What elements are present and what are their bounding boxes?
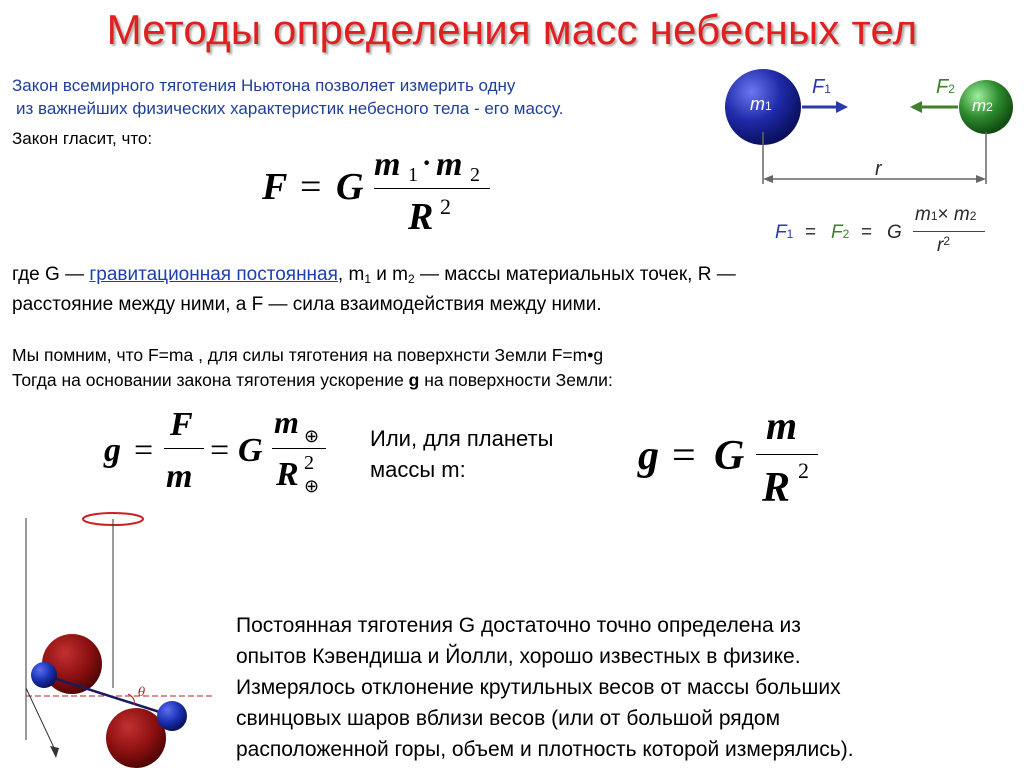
diagram-formula-F1: F1 [775, 222, 794, 243]
formula-earth-earth-symbol: ⊕ [304, 426, 320, 447]
intro-line-1: Закон всемирного тяготения Ньютона позволяет измерить одну [12, 76, 516, 95]
formula-planet-bar [756, 454, 818, 455]
formula-earth-R-power: 2 [304, 452, 314, 474]
cavendish-line-4: свинцовых шаров вблизи весов (или от большой рядом [236, 707, 781, 730]
force1-arrowhead [836, 101, 848, 113]
formula-earth-bar2 [272, 448, 326, 449]
mass1-label: m1 [750, 94, 772, 114]
or-planet-line-2: массы m: [370, 457, 466, 482]
where-line-2: расстояние между ними, а F — сила взаимодействия между ними. [12, 294, 602, 315]
cavendish-line-5: расположенной горы, объем и плотность которой измерялись). [236, 738, 854, 761]
force1-label: F1 [812, 76, 831, 98]
distance-arrowhead-left [763, 175, 773, 183]
formula-earth-bar1 [164, 448, 204, 449]
distance-label: r [875, 158, 882, 180]
two-masses-diagram [712, 62, 1022, 202]
cavendish-line-2: опытов Кэвендиша и Йолли, хорошо известных в физике. [236, 645, 801, 668]
page-title: Методы определения масс небесных тел [106, 6, 918, 53]
mass2-label: m2 [972, 96, 993, 115]
formula-planet-R: R [762, 465, 791, 511]
torsion-axis-diagonal [26, 688, 56, 752]
formula-earth-eq2: = [210, 432, 230, 469]
formula-G: G [336, 166, 364, 208]
force2-label: F2 [936, 76, 955, 98]
diagram-formula-eq2: = [861, 222, 873, 243]
formula-equals: = [300, 166, 322, 208]
formula-planet-g: g [638, 433, 659, 479]
formula-m2-sub: 2 [470, 164, 480, 186]
formula-planet-eq: = [672, 433, 696, 479]
intro-text [12, 74, 563, 120]
cavendish-paragraph [236, 610, 854, 765]
torsion-balance-diagram [0, 508, 220, 768]
or-planet-text [370, 423, 553, 485]
formula-m2: m [436, 146, 463, 183]
formula-earth-acceleration [104, 404, 344, 504]
small-ball-right [157, 701, 187, 731]
torsion-angle-label: θ [138, 685, 146, 699]
diagram-formula-eq1: = [805, 222, 817, 243]
diagram-formula-bar [913, 231, 985, 232]
formula-earth-R-earth-symbol: ⊕ [304, 476, 320, 497]
recall-line-1: Мы помним, что F=ma , для силы тяготения на поверхнсти Земли F=m•g [12, 345, 604, 365]
diagram-formula-G: G [887, 222, 902, 243]
formula-R: R [408, 196, 434, 238]
recall-line-2: Тогда на основании закона тяготения ускорение g на поверхности Земли: [12, 370, 613, 390]
or-planet-line-1: Или, для планеты [370, 426, 554, 451]
formula-F: F [262, 166, 288, 208]
intro-line-2: из важнейших физических характеристик небесного тела - его массу. [16, 99, 564, 118]
formula-earth-R: R [276, 456, 299, 493]
formula-earth-G: G [238, 432, 263, 469]
formula-earth-mass: m [274, 404, 299, 440]
where-paragraph [12, 260, 736, 320]
recall-paragraph [12, 343, 613, 393]
formula-dot: · [422, 148, 432, 179]
distance-arrowhead-right [976, 175, 986, 183]
formula-planet-m: m [766, 403, 798, 448]
torsion-axis-arrowhead [50, 746, 59, 758]
formula-planet-R-power: 2 [798, 458, 809, 483]
force2-arrowhead [910, 101, 922, 113]
formula-earth-m: m [166, 458, 193, 495]
formula-planet-acceleration [638, 402, 838, 512]
formula-earth-eq1: = [134, 432, 154, 469]
law-says-text: Закон гласит, что: [12, 129, 153, 148]
formula-earth-F: F [170, 406, 193, 443]
diagram-formula-F2: F2 [831, 222, 850, 243]
formula-m1-sub: 1 [408, 164, 418, 186]
formula-planet-G: G [714, 433, 745, 479]
formula-m1: m [374, 146, 401, 183]
formula-fraction-bar [374, 188, 490, 189]
diagram-formula-numerator: m1× m2 [915, 204, 977, 225]
big-ball-lower [106, 708, 166, 768]
diagram-formula-denominator: $r^2$ [937, 234, 951, 256]
gravitational-constant-link[interactable]: гравитационная постоянная [89, 264, 338, 285]
formula-earth-g: g [104, 432, 121, 469]
cavendish-line-3: Измерялось отклонение крутильных весов от массы больших [236, 676, 841, 699]
cavendish-line-1: Постоянная тяготения G достаточно точно определена из [236, 614, 801, 637]
where-line-1: где G — гравитационная постоянная, $m_1$ и $m_2$ — массы материальных точек, R — [12, 264, 736, 286]
formula-R-power: 2 [440, 194, 451, 219]
diagram-formula [775, 204, 1024, 260]
small-ball-left [31, 662, 57, 688]
formula-gravitation [262, 146, 502, 240]
